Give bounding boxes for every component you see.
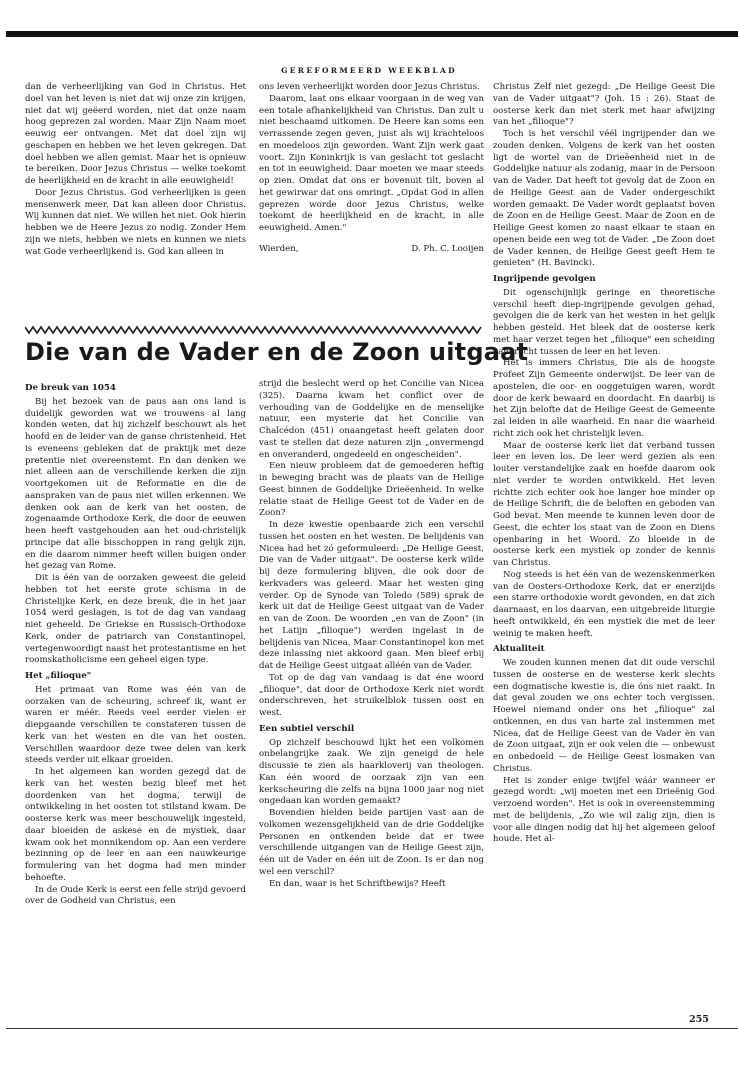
section-heading: Het „filioque" — [25, 671, 92, 681]
section-heading: Ingrijpende gevolgen — [493, 274, 596, 284]
paragraph: strijd die beslecht werd op het Concilie van Nicea (325). Daarna kwam het conflict over de verhouding van de Goddelijke en de menselijke natuur, een mysterie dat het Concilie van Chalcédon (451) onaangetast heeft gelaten door vast te stellen dat deze naturen zijn „onvermengd en onveranderd, ongedeeld en ongescheiden". — [259, 379, 484, 460]
paragraph: Een nieuw probleem dat de gemoederen heftig in beweging bracht was de plaats van de Heilige Geest binnen de Goddelijke Drieëenheid. In welke relatie staat de Heilige Geest tot de Vader en de Zoon? — [259, 461, 484, 519]
section-heading: De breuk van 1054 — [25, 383, 116, 393]
signature-place: Wierden, — [259, 243, 299, 254]
signature-author: D. Ph. C. Looijen — [411, 243, 484, 254]
paragraph: Bij het bezoek van de paus aan ons land is duidelijk geworden wat we trouwens al lang konden weten, dat hij zichzelf beschouwt als het hoofd en de leider van de ganse christenheid. Het is eveneens gebleken dat de praktijk met deze pretentie niet overeenstemt. En dan denken we niet alleen aan de verschillende kerken die zijn voortgekomen uit de Reformatie en die de aanspraken van de paus niet willen erkennen. We denken ook aan de kerk van het oosten, de zogenaamde Orthodoxe Kerk, die door de eeuwen heen heeft vastgehouden aan het oud-christelijk principe dat alle bisschoppen in rang gelijk zijn, en die daarom nimmer heeft willen buigen onder het gezag van Rome. — [25, 396, 246, 572]
paragraph: En dan, waar is het Schriftbewijs? Heeft — [269, 878, 446, 889]
bottom-rule — [6, 1028, 738, 1029]
paragraph: Dit is één van de oorzaken geweest die geleid hebben tot het eerste grote schisma in de Christelijke Kerk, en deze breuk, die in het jaar 1054 werd geslagen, is tot de dag van vandaag niet geheeld. De Griekse en Russisch-Orthodoxe Kerk, onder de patriarch van Constantinopel, vertegenwoordigt naast het protestantisme en het roomskatholicisme een geheel eigen type. — [25, 573, 246, 666]
paragraph: Op zichzelf beschouwd lijkt het een volkomen onbelangrijke zaak. We zijn geneigd de hele discussie te zien als haarkloverij van theologen. Kan één woord de oorzaak zijn van een kerkscheuring die zelfs na bijna 1000 jaar nog niet ongedaan kan worden gemaakt? — [259, 737, 484, 807]
paragraph: Tot op de dag van vandaag is dat éne woord „filioque", dat door de Orthodoxe Kerk niet wordt onderschreven, het struikelblok tussen oost en west. — [259, 672, 484, 718]
section-heading: Een subtiel verschil — [259, 723, 355, 734]
paragraph: Het primaat van Rome was één van de oorzaken van de scheuring, schreef ik, want er waren er méér. Reeds veel eerder vielen er diepgaande verschillen te constateren tussen de kerk van het westen en die van het oosten. Verschillen waardoor deze twee delen van kerk steeds verder uit elkaar groeiden. — [25, 684, 246, 766]
paragraph: Bovendien hielden beide partijen vast aan de volkomen wezensgelijkheid van de drie Goddelijke Personen en ontkenden beide dat er twee verschillende uitgangen van de Heilige Geest zijn, één uit de Vader en één uit de Zoon. Is er dan nog wel een verschil? — [259, 808, 484, 877]
paragraph: Het is zonder enige twijfel wáár wanneer er gezegd wordt: „wij moeten met een Drieënig God verzoend worden". Het is ook in overeenstemming met de belijdenis, „Zo wie wil zalig zijn, dien is voor alle dingen nodig dat hij het algemeen geloof houde. Het al- — [493, 775, 715, 845]
paragraph: ons leven verheerlijkt worden door Jezus Christus. — [259, 82, 480, 92]
paragraph: We zouden kunnen menen dat dit oude verschil tussen de oosterse en de westerse kerk slechts een dogmatische kwestie is, die óns niet raakt. In dat geval zouden we ons echter toch vergissen. Hoewel niemand onder ons het „filioque" zal ontkennen, en dus van harte zal instemmen met Nicea, dat de Heilige Geest van de Vader èn van de Zoon uitgaat, zijn er ook velen die — onbewust en onbedoeld — de Heilige Geest losmaken van Christus. — [493, 658, 715, 774]
paragraph: Daarom, laat ons elkaar voorgaan in de weg van een totale afhankelijkheid van Christus. Dan zult u niet beschaamd uitkomen. De Heere kan soms een verrassende zegen geven, juist als wij krachteloos en moedeloos zijn geworden. Want Zijn werk gaat voort. Zijn Koninkrijk is van geslacht tot geslacht en tot in eeuwigheid. Daar moeten we maar steeds op zien. Omdat dat ons er bovenuit tilt, boven al het gewirwar dat ons omringt. „Opdat God in allen geprezen worde door Jezus Christus, welke toekomt de heerlijkheid en de kracht, in alle eeuwigheid. Amen." — [259, 93, 484, 233]
running-header: GEREFORMEERD WEEKBLAD — [281, 66, 457, 75]
paragraph: In deze kwestie openbaarde zich een verschil tussen het oosten en het westen. De belijdenis van Nicea had het zó geformuleerd: „De Heilige Geest, Die van de Vader uitgaat". De oosterse kerk wilde bij deze formulering blijven, die ook door de kerkvaders was geleerd. Maar het westen ging verder. Op de Synode van Toledo (589) sprak de kerk uit dat de Heilige Geest uitgaat van de Vader en van de Zoon. De woorden „en van de Zoon" (in het Latijn „filioque") werden ingelast in de belijdenis van Nicea. Maar Constantinopel kon met deze inlassing niet akkoord gaan. Men bleef erbij dat de Heilige Geest uitgaat alléén van de Vader. — [259, 520, 484, 671]
paragraph: Christus Zelf niet gezegd: „De Heilige Geest Die van de Vader uitgaat"? (Joh. 15 : 26). Staat de oosterse kerk dan niet sterk met haar afwijzing van het „filioque"? — [493, 82, 715, 128]
paragraph: dan de verheerlijking van God in Christus. Het doel van het leven is niet dat wij onze zin krijgen, niet dat wij geëerd worden, niet dat onze naam hoog geprezen zal worden. Maar Zijn Naam moet eeuwig eer ontvangen. Met dat doel zijn wij geschapen en hebben we het leven gekregen. Dat doel hebben we allen gemist. Maar het is opnieuw te bereiken. Door Jezus Christus — welke toekomt de heerlijkheid en de kracht in alle eeuwigheid! — [25, 82, 246, 186]
paragraph: Nog steeds is het één van de wezenskenmerken van de Oosters-Orthodoxe Kerk, dat er enerzijds een starre orthodoxie wordt gevonden, en dat zich daarnaast, en los daarvan, een uitgebreide liturgie heeft ontwikkeld, én een mystiek die met de leer weinig te maken heeft. — [493, 569, 715, 639]
decorative-zigzag-divider — [25, 325, 483, 335]
paragraph: Het is immers Christus, Die als de hoogste Profeet Zijn Gemeente onderwijst. De leer van de apostelen, die oor- en ooggetuigen waren, wordt door de kerk bewaard en doordacht. En daarbij is het Zijn belofte dat de Heilige Geest de Gemeente zal leiden in alle waarheid. En naar die waarheid richt zich ook het christelijk leven. — [493, 358, 715, 439]
paragraph: In de Oude Kerk is eerst een felle strijd gevoerd over de Godheid van Christus, een — [25, 884, 246, 907]
paragraph: Door Jezus Christus. God verheerlijken is geen mensenwerk meer. Dat kan alleen door Christus. Wij kunnen dat niet. We willen het niet. Ook hierin hebben we de Heere Jezus zo nodig. Zonder Hem zijn we niets, hebben we niets en kunnen we niets wat Gode verheerlijkend is. God kan alleen in — [25, 187, 246, 257]
paragraph: Dit ogenschijnlijk geringe en theoretische verschil heeft diep-ingrijpende gevolgen gehad, gevolgen die de kerk van het westen in het gelijk hebben gesteld. Het bleek dat de oosterse kerk met haar verzet tegen het „filioque" een scheiding aanbracht tussen de leer en het leven. — [493, 287, 715, 357]
article-col-1 — [25, 379, 246, 1007]
top-rule — [6, 31, 738, 37]
prev-article-col-1 — [25, 82, 246, 322]
article-title: Die van de Vader en de Zoon uitgaat — [25, 338, 529, 366]
signature-line — [259, 244, 484, 256]
section-heading: Aktualiteit — [493, 644, 545, 655]
prev-article-col-2 — [259, 82, 484, 322]
paragraph: Toch is het verschil véél ingrijpender dan we zouden denken. Volgens de kerk van het oosten ligt de wortel van de Drieëenheid niet in de Goddelijke natuur als zodanig, maar in de Persoon van de Vader. Dat heeft tot gevolg dat de Zoon en de Heilige Geest aan de Vader ondergeschikt worden gemaakt. De Vader wordt geplaatst boven de Zoon en de Heilige Geest. Maar de Zoon en de Heilige Geest komen zo naast elkaar te staan en openen beide een weg tot de Vader. „De Zoon doet de Vader kennen, de Heilige Geest geeft Hem te genieten" (H. Bavinck). — [493, 129, 715, 269]
page-number: 255 — [689, 1014, 709, 1025]
paragraph: Maar de oosterse kerk liet dat verband tussen leer en leven los. De leer werd gezien als een louter verstandelijke zaak en hoefde daarom ook niet verder te worden ontwikkeld. Het leven richtte zich echter ook hoe langer hoe minder op de Heilige Schrift, die de beloften en geboden van God bevat. Men meende te kunnen leven door de Geest, die echter los staat van de Zoon en Diens openbaring in het Woord. Zo bloeide in de oosterse kerk een mystiek op zonder de kennis van Christus. — [493, 440, 715, 568]
paragraph: In het algemeen kan worden gezegd dat de kerk van het westen bezig bleef met het doordenken van het dogma, terwijl de ontwikkeling in het oosten tot stilstand kwam. De oosterse kerk was meer beschouwelijk ingesteld, daar bloeiden de askese en de mystiek, daar kwam ook het monnikendom op. Aan een verdere bezinning op de leer en aan een nauwkeurige formulering van het dogma had men minder behoefte. — [25, 767, 246, 883]
article-col-2 — [259, 379, 484, 1007]
article-col-3 — [493, 82, 715, 1007]
